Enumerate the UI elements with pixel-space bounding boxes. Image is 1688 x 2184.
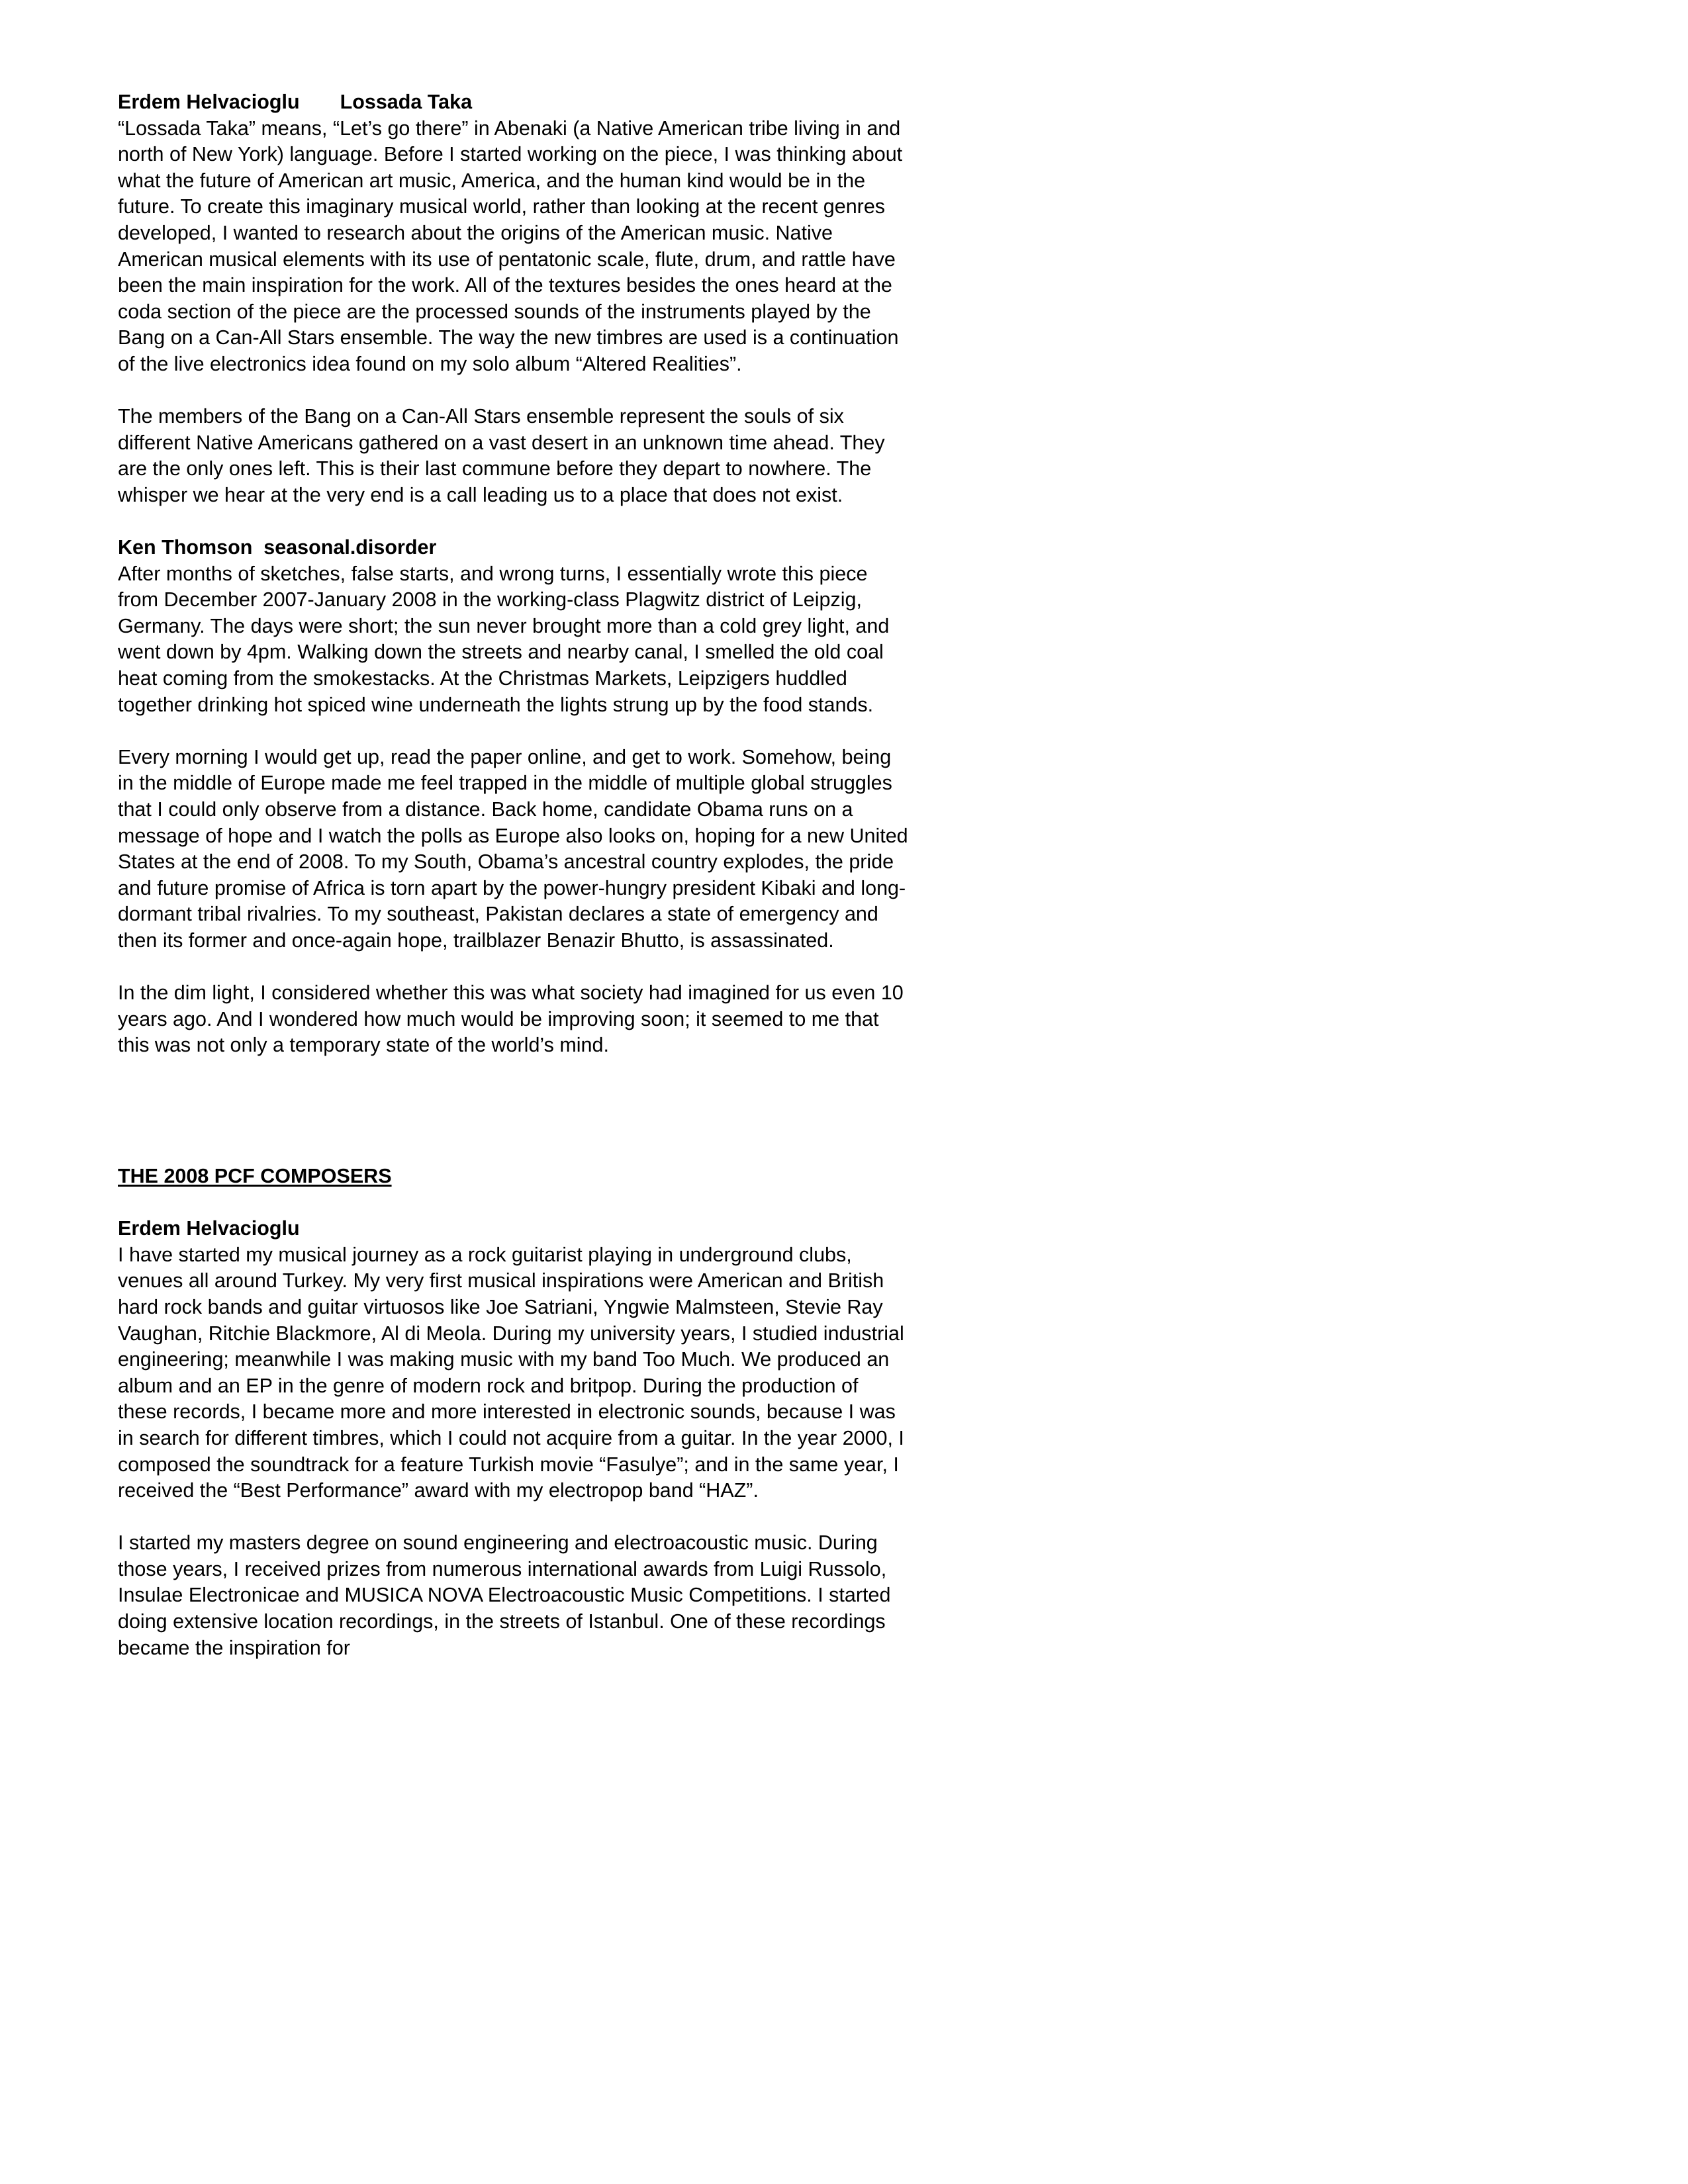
- bio-paragraph-erdem-2: I started my masters degree on sound engineering and electroacoustic music. During those years, I received prizes from numerous international awards from Luigi Russolo, Insulae Electronicae and MUSICA NOVA Electroacoustic Music Competitions. I started doing extensive location recordings, in the streets of Istanbul. One of these recordings became the inspiration for: [118, 1531, 891, 1659]
- composers-section-title: THE 2008 PCF COMPOSERS: [118, 1164, 392, 1187]
- page-content: [118, 89, 912, 1661]
- paragraph-seasonal-disorder-3: In the dim light, I considered whether this was what society had imagined for us even 10 years ago. And I wondered how much would be improving soon; it seemed to me that this was not only a temporary state of the world’s mind.: [118, 981, 904, 1057]
- paragraph-spacer: [118, 1504, 912, 1531]
- paragraph-lossada-taka-1: “Lossada Taka” means, “Let’s go there” in Abenaki (a Native American tribe living in and north of New York) language. Before I started working on the piece, I was thinking about what the future of American art music, America, and the human kind would be in the future. To create this imaginary musical world, rather than looking at the recent genres developed, I wanted to research about the origins of the American music. Native American musical elements with its use of pentatonic scale, flute, drum, and rattle have been the main inspiration for the work. All of the textures besides the ones heard at the coda section of the piece are the processed sounds of the instruments played by the Bang on a Can-All Stars ensemble. The way the new timbres are used is a continuation of the live electronics idea found on my solo album “Altered Realities”.: [118, 116, 903, 375]
- section-heading-lossada-taka: Erdem Helvacioglu Lossada Taka: [118, 91, 473, 113]
- paragraph-seasonal-disorder-2: Every morning I would get up, read the paper online, and get to work. Somehow, being in the middle of Europe made me feel trapped in the middle of multiple global struggles that I could only observe from a distance. Back home, candidate Obama runs on a message of hope and I watch the polls as Europe also looks on, hoping for a new United States at the end of 2008. To my South, Obama’s ancestral country explodes, the pride and future promise of Africa is torn apart by the power-hungry president Kibaki and long-dormant tribal rivalries. To my southeast, Pakistan declares a state of emergency and then its former and once-again hope, trailblazer Benazir Bhutto, is assassinated.: [118, 745, 908, 952]
- section-spacer: [118, 509, 912, 535]
- large-section-spacer: [118, 1059, 912, 1163]
- section-heading-seasonal-disorder: Ken Thomson seasonal.disorder: [118, 536, 437, 559]
- title-spacer: [118, 1190, 912, 1216]
- composers-section-title-wrap: [118, 1163, 912, 1190]
- bio-paragraph-erdem-1: I have started my musical journey as a rock guitarist playing in underground clubs, venues all around Turkey. My very first musical inspirations were American and British hard rock bands and guitar virtuosos like Joe Satriani, Yngwie Malmsteen, Stevie Ray Vaughan, Ritchie Blackmore, Al di Meola. During my university years, I studied industrial engineering; meanwhile I was making music with my band Too Much. We produced an album and an EP in the genre of modern rock and britpop. During the production of these records, I became more and more interested in electronic sounds, because I was in search for different timbres, which I could not acquire from a guitar. In the year 2000, I composed the soundtrack for a feature Turkish movie “Fasulye”; and in the same year, I received the “Best Performance” award with my electropop band “HAZ”.: [118, 1243, 904, 1502]
- paragraph-lossada-taka-2: The members of the Bang on a Can-All Stars ensemble represent the souls of six different Native Americans gathered on a vast desert in an unknown time ahead. They are the only ones left. This is their last commune before they depart to nowhere. The whisper we hear at the very end is a call leading us to a place that does not exist.: [118, 405, 885, 506]
- paragraph-seasonal-disorder-1: After months of sketches, false starts, and wrong turns, I essentially wrote this piece from December 2007-January 2008 in the working-class Plagwitz district of Leipzig, Germany. The days were short; the sun never brought more than a cold grey light, and went down by 4pm. Walking down the streets and nearby canal, I smelled the old coal heat coming from the smokestacks. At the Christmas Markets, Leipzigers huddled together drinking hot spiced wine underneath the lights strung up by the food stands.: [118, 562, 890, 716]
- paragraph-spacer: [118, 954, 912, 981]
- bio-name-erdem-helvacioglu: Erdem Helvacioglu: [118, 1217, 300, 1240]
- paragraph-spacer: [118, 378, 912, 404]
- paragraph-spacer: [118, 718, 912, 745]
